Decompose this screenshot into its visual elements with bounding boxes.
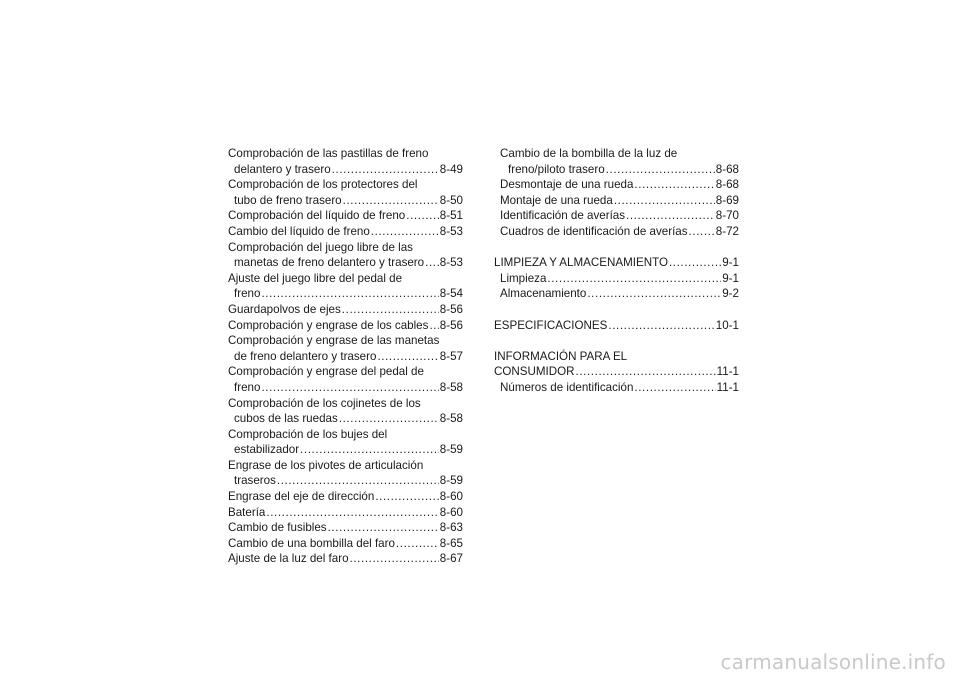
- toc-entry[interactable]: [494, 318, 739, 334]
- toc-entry[interactable]: [494, 255, 739, 271]
- toc-entry-page: 8-60: [439, 490, 463, 504]
- toc-entry[interactable]: [228, 146, 463, 162]
- toc-entry-title: de freno delantero y trasero: [234, 349, 377, 363]
- toc-spacer: [494, 333, 739, 349]
- toc-entry-page: 8-69: [715, 193, 739, 207]
- toc-dot-leader: [342, 302, 439, 318]
- toc-dot-leader: [608, 318, 714, 334]
- toc-entry-title: estabilizador: [234, 443, 300, 457]
- toc-dot-leader: [587, 286, 721, 302]
- toc-dot-leader: [547, 271, 721, 287]
- toc-entry-page: 8-50: [439, 193, 463, 207]
- toc-spacer: [494, 302, 739, 318]
- toc-entry-page: 11-1: [716, 365, 739, 379]
- toc-entry-title: Almacenamiento: [500, 287, 587, 301]
- toc-entry-page: 10-1: [715, 318, 739, 332]
- toc-entry-page: 8-53: [439, 224, 463, 238]
- toc-entry-title: Comprobación de los cojinetes de los: [228, 396, 421, 410]
- toc-entry[interactable]: [228, 520, 463, 536]
- toc-entry[interactable]: [494, 364, 739, 380]
- toc-entry-page: 8-72: [715, 224, 739, 238]
- toc-entry[interactable]: [494, 162, 739, 178]
- toc-entry-page: 9-1: [722, 256, 739, 270]
- toc-dot-leader: [614, 193, 715, 209]
- toc-entry-title: Comprobación y engrase del pedal de: [228, 365, 424, 379]
- toc-entry-title: traseros: [234, 474, 276, 488]
- toc-entry-page: 8-68: [715, 178, 739, 192]
- toc-entry-page: 8-65: [439, 536, 463, 550]
- toc-entry[interactable]: [494, 208, 739, 224]
- toc-entry-title: Comprobación de las pastillas de freno: [228, 147, 429, 160]
- toc-entry[interactable]: [228, 208, 463, 224]
- toc-entry-title: Cambio de la bombilla de la luz de: [500, 147, 678, 160]
- toc-entry-title: freno: [234, 380, 261, 394]
- toc-entry[interactable]: [228, 442, 463, 458]
- toc-entry[interactable]: [494, 271, 739, 287]
- toc-dot-leader: [332, 162, 439, 178]
- toc-dot-leader: [689, 224, 715, 240]
- toc-entry-page: 8-57: [439, 349, 463, 363]
- toc-entry-title: delantero y trasero: [234, 162, 331, 176]
- toc-entry-page: 8-70: [715, 209, 739, 223]
- toc-entry[interactable]: [228, 473, 463, 489]
- toc-entry-title: Montaje de una rueda: [500, 193, 613, 207]
- toc-entry[interactable]: [494, 286, 739, 302]
- toc-entry-page: 8-59: [439, 443, 463, 457]
- toc-dot-leader: [375, 489, 438, 505]
- toc-dot-leader: [634, 177, 714, 193]
- toc-entry[interactable]: [228, 349, 463, 365]
- toc-dot-leader: [300, 442, 439, 458]
- toc-entry-title: Ajuste del juego libre del pedal de: [228, 271, 403, 285]
- toc-entry[interactable]: [228, 551, 463, 567]
- toc-entry-page: 8-49: [439, 162, 463, 176]
- toc-dot-leader: [377, 349, 438, 365]
- toc-entry-page: 8-68: [715, 162, 739, 176]
- toc-entry-page: 8-56: [439, 318, 463, 332]
- toc-entry[interactable]: [228, 302, 463, 318]
- toc-entry[interactable]: [228, 364, 463, 380]
- toc-dot-leader: [429, 318, 438, 334]
- toc-entry-title: Ajuste de la luz del faro: [228, 552, 349, 566]
- toc-entry-title: CONSUMIDOR: [494, 365, 575, 379]
- toc-entry-page: 11-1: [716, 380, 739, 394]
- toc-entry-page: 9-1: [722, 271, 739, 285]
- toc-entry-title: Comprobación y engrase de las manetas: [228, 334, 440, 348]
- toc-entry[interactable]: [228, 505, 463, 521]
- toc-entry-title: Números de identificación: [500, 380, 634, 394]
- toc-entry-page: 8-58: [439, 412, 463, 426]
- toc-entry-title: INFORMACIÓN PARA EL: [494, 349, 628, 363]
- toc-entry-page: 8-58: [439, 380, 463, 394]
- toc-dot-leader: [261, 286, 438, 302]
- watermark: carmanualsonline.info: [720, 650, 946, 674]
- toc-entry-title: cubos de las ruedas: [234, 412, 338, 426]
- toc-dot-leader: [350, 551, 439, 567]
- toc-dot-leader: [277, 473, 439, 489]
- toc-entry-title: freno/piloto trasero: [508, 162, 605, 176]
- toc-entry-title: manetas de freno delantero y trasero: [234, 256, 425, 270]
- toc-entry-title: Cuadros de identificación de averías: [500, 224, 688, 238]
- toc-entry[interactable]: [228, 318, 463, 334]
- toc-entry[interactable]: [228, 224, 463, 240]
- toc-column-left: [228, 146, 463, 567]
- toc-entry-title: Limpieza: [500, 271, 547, 285]
- toc-entry-title: Batería: [228, 505, 266, 519]
- toc-entry-title: Desmontaje de una rueda: [500, 178, 634, 192]
- toc-entry[interactable]: [228, 427, 463, 443]
- toc-entry-page: 8-59: [439, 474, 463, 488]
- toc-entry[interactable]: [228, 255, 463, 271]
- toc-entry[interactable]: [228, 489, 463, 505]
- toc-entry-title: Cambio de fusibles: [228, 521, 327, 535]
- toc-entry[interactable]: [228, 536, 463, 552]
- toc-entry-title: ESPECIFICACIONES: [494, 318, 608, 332]
- toc-dot-leader: [261, 380, 438, 396]
- toc-spacer: [494, 240, 739, 256]
- toc-entry-title: Comprobación de los protectores del: [228, 178, 418, 192]
- toc-entry[interactable]: [228, 411, 463, 427]
- toc-entry[interactable]: [228, 286, 463, 302]
- toc-entry[interactable]: [228, 162, 463, 178]
- toc-entry-page: 8-63: [439, 521, 463, 535]
- toc-entry[interactable]: [494, 349, 739, 365]
- toc-dot-leader: [576, 364, 716, 380]
- toc-entry[interactable]: [494, 177, 739, 193]
- toc-dot-leader: [371, 224, 439, 240]
- toc-entry-title: LIMPIEZA Y ALMACENAMIENTO: [494, 256, 668, 270]
- toc-entry-page: 9-2: [722, 287, 739, 301]
- toc-dot-leader: [634, 380, 715, 396]
- toc-entry[interactable]: [494, 380, 739, 396]
- toc-entry-page: 8-51: [439, 209, 463, 223]
- toc-dot-leader: [626, 208, 715, 224]
- toc-dot-leader: [328, 520, 439, 536]
- toc-dot-leader: [425, 255, 439, 271]
- toc-entry[interactable]: [228, 271, 463, 287]
- toc-column-right: [494, 146, 739, 396]
- toc-entry[interactable]: [228, 333, 463, 349]
- toc-entry[interactable]: [228, 193, 463, 209]
- toc-entry-page: 8-53: [439, 256, 463, 270]
- toc-dot-leader: [669, 255, 721, 271]
- toc-entry[interactable]: [228, 396, 463, 412]
- toc-dot-leader: [339, 411, 439, 427]
- toc-dot-leader: [406, 208, 439, 224]
- toc-entry-title: Comprobación del juego libre de las: [228, 240, 413, 254]
- toc-entry[interactable]: [494, 193, 739, 209]
- toc-entry-title: Guardapolvos de ejes: [228, 302, 341, 316]
- toc-entry[interactable]: [228, 380, 463, 396]
- toc-dot-leader: [396, 536, 439, 552]
- toc-entry-title: Comprobación y engrase de los cables: [228, 318, 429, 332]
- toc-dot-leader: [343, 193, 439, 209]
- toc-entry-page: 8-56: [439, 302, 463, 316]
- toc-entry[interactable]: [494, 146, 739, 162]
- toc-entry-page: 8-67: [439, 552, 463, 566]
- toc-entry[interactable]: [494, 224, 739, 240]
- toc-dot-leader: [606, 162, 715, 178]
- toc-dot-leader: [266, 505, 438, 521]
- toc-entry[interactable]: [228, 458, 463, 474]
- toc-entry-title: Cambio de una bombilla del faro: [228, 536, 395, 550]
- toc-entry-title: Comprobación de los bujes del: [228, 427, 388, 441]
- toc-entry-title: Cambio del líquido de freno: [228, 224, 370, 238]
- toc-entry-title: Engrase de los pivotes de articulación: [228, 458, 424, 472]
- toc-entry-title: Identificación de averías: [500, 209, 626, 223]
- toc-entry-title: Comprobación del líquido de freno: [228, 209, 406, 223]
- toc-entry-page: 8-54: [439, 287, 463, 301]
- toc-entry-page: 8-60: [439, 505, 463, 519]
- toc-entry[interactable]: [228, 240, 463, 256]
- toc-entry-title: tubo de freno trasero: [234, 193, 342, 207]
- toc-entry-title: Engrase del eje de dirección: [228, 490, 375, 504]
- toc-entry[interactable]: [228, 177, 463, 193]
- toc-entry-title: freno: [234, 287, 261, 301]
